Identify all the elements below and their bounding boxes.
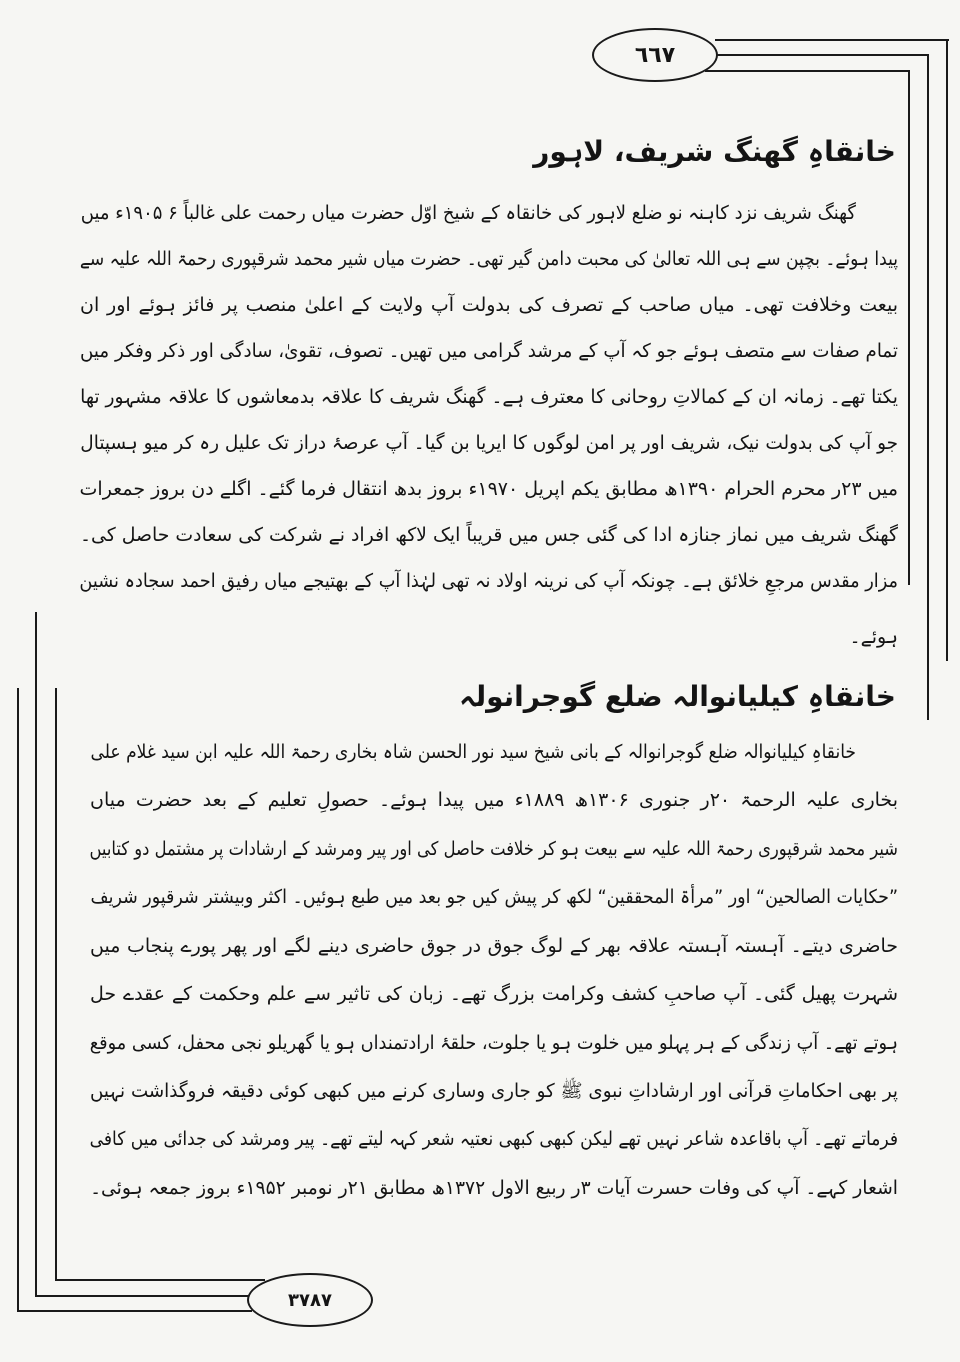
body-line: بخاری علیہ الرحمۃ ۲۰ر جنوری ۱۳۰۶ھ ۱۸۸۹ء میں پیدا ہوئے۔ حصولِ تعلیم کے بعد حضرت میاں xyxy=(90,789,898,811)
body-line: پر بھی احکاماتِ قرآنی اور ارشاداتِ نبوی ﷺ کو جاری وساری کرنے میں کبھی کوئی دقیقہ فروگذاشت نہیں xyxy=(89,1080,899,1102)
body-line: بیعت وخلافت تھی۔ میاں صاحب کے تصرف کی بدولت آپ ولایت کے اعلیٰ منصب پر فائز ہوئے اور ان xyxy=(80,294,898,316)
body-line: فرماتے تھے۔ آپ باقاعدہ شاعر نہیں تھے لیکن کبھی کبھی نعتیہ شعر کہہ لیتے تھے۔ پیر ومرشد کی جدائی میں کافی xyxy=(89,1128,898,1150)
body-line: ہوئے۔ xyxy=(849,626,898,648)
page-number-top: ٦٦٧ xyxy=(592,28,718,82)
frame-line xyxy=(17,1310,252,1312)
body-line: میں ۲۳ر محرم الحرام ۱۳۹۰ھ مطابق یکم اپریل ۱۹۷۰ء بروز بدھ انتقال فرما گئے۔ اگلے دن بروز جمعرات xyxy=(79,478,898,500)
body-line: ”حکایات الصالحین“ اور ”مرأۃ المحققین“ لکھ کر پیش کیں جو بعد میں طبع ہوئیں۔ اکثر وبیشتر شرقپور شریف xyxy=(90,886,899,908)
body-line: ہوتے تھے۔ آپ زندگی کے ہر پہلو میں خلوت ہو یا جلوت، حلقۂ ارادتمنداں ہو یا گھریلو نجی محفل، کسی موقع xyxy=(89,1032,899,1054)
frame-line xyxy=(55,1279,265,1281)
frame-line xyxy=(35,1295,250,1297)
body-line: پیدا ہوئے۔ بچپن سے ہی اللہ تعالیٰ کی محبت دامن گیر تھی۔ حضرت میاں شیر محمد شرقپوری رحمۃ اللہ علیہ سے xyxy=(79,248,898,270)
body-line: شہرت پھیل گئی۔ آپ صاحبِ کشف وکرامت بزرگ تھے۔ زبان کی تاثیر سے علم وحکمت کے عقدے حل xyxy=(90,983,898,1005)
body-line: جو آپ کی بدولت نیک، شریف اور پر امن لوگوں کا ایریا بن گیا۔ آپ عرصۂ دراز تک علیل رہ کر میو ہسپتال xyxy=(80,432,898,454)
frame-line xyxy=(55,688,57,1281)
frame-line xyxy=(705,70,910,72)
page-number-bottom: ۳۷۸۷ xyxy=(247,1273,373,1327)
body-line: تمام صفات سے متصف ہوئے جو کہ آپ کے مرشد گرامی میں تھیں۔ تصوف، تقویٰ، سادگی اور ذکر وفکر میں xyxy=(79,340,898,362)
frame-line xyxy=(17,688,19,1312)
body-line: یکتا تھے۔ زمانہ ان کے کمالاتِ روحانی کا معترف ہے۔ گھنگ شریف کا علاقہ بدمعاشوں کا علاقہ مشہور تھا xyxy=(80,386,899,408)
frame-line xyxy=(715,54,929,56)
body-line: گھنگ شریف نزد کاہنہ نو ضلع لاہور کی خانقاہ کے شیخ اوّل حضرت میاں رحمت علی غالباً ۶ ۱۹۰۵ء میں xyxy=(80,202,856,224)
section-heading-ghung-sharif: خانقاہِ گھنگ شریف، لاہور xyxy=(533,135,896,168)
frame-line xyxy=(715,39,949,41)
body-line: اشعار کہے۔ آپ کی وفات حسرت آیات ۳ر ربیع الاول ۱۳۷۲ھ مطابق ۲۱ر نومبر ۱۹۵۲ء بروز جمعہ ہوئی۔ xyxy=(90,1177,898,1199)
frame-line xyxy=(946,39,948,661)
body-line: حاضری دیتے۔ آہستہ آہستہ علاقہ بھر کے لوگ جوق در جوق حاضری دینے لگے اور پھر پورے پنجاب میں xyxy=(90,935,898,957)
section-heading-kailianwala: خانقاہِ کیلیانوالہ ضلع گوجرانولہ xyxy=(459,680,896,713)
body-line: خانقاہِ کیلیانوالہ ضلع گوجرانوالہ کے بانی شیخ سید نور الحسن شاہ بخاری رحمۃ اللہ علیہ ابن سید غلام علی xyxy=(90,741,856,763)
frame-line xyxy=(927,54,929,720)
body-line: شیر محمد شرقپوری رحمۃ اللہ علیہ سے بیعت ہو کر خلافت حاصل کی اور پیر ومرشد کے ارشادات پر مشتمل دو کتابیں xyxy=(89,838,898,860)
body-line: مزار مقدس مرجعِ خلائق ہے۔ چونکہ آپ کی نرینہ اولاد نہ تھی لہٰذا آپ کے بھتیجے میاں رفیق احمد سجادہ نشین xyxy=(79,570,898,592)
frame-line xyxy=(908,70,910,585)
frame-line xyxy=(35,612,37,1297)
body-line: گھنگ شریف میں نماز جنازہ ادا کی گئی جس میں قریباً ایک لاکھ افراد نے شرکت کی سعادت حاصل کی۔ xyxy=(79,524,899,546)
